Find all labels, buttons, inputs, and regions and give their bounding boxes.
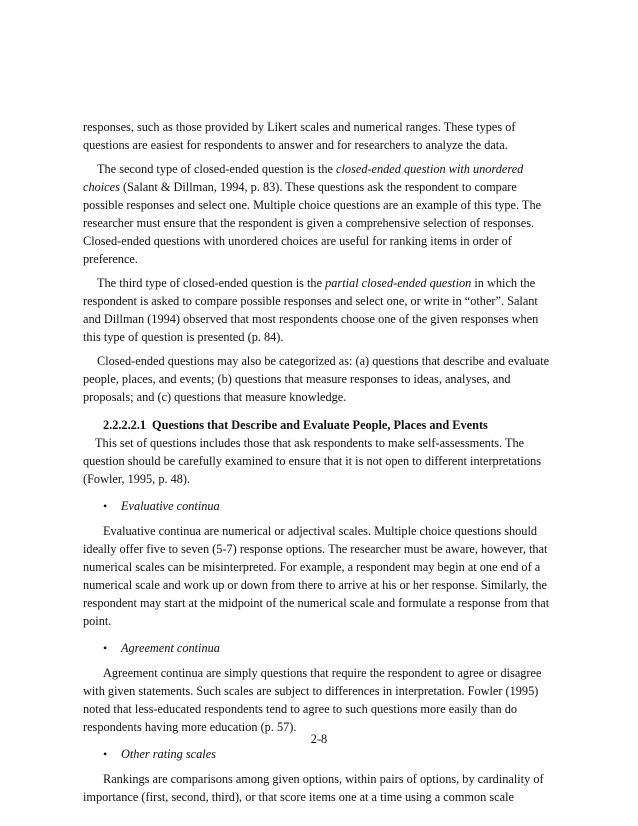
bullet-icon: • — [103, 747, 108, 761]
paragraph-text: in which the respondent is asked to compare possible responses and select one, or write in “other”. Salant and Dillman (1994) observed that most respondents choose one of the given responses when this type of question is presented (p. 84). — [83, 276, 539, 344]
bullet-label: Agreement continua — [121, 641, 220, 655]
bullet-item-agreement-continua — [83, 639, 551, 657]
paragraph-text: The third type of closed-ended question is the — [97, 276, 326, 290]
term-partial-closed-ended: partial closed-ended question — [325, 276, 472, 290]
document-page — [83, 118, 551, 806]
section-title: Questions that Describe and Evaluate People, Places and Events — [152, 418, 488, 432]
page-number: 2-8 — [310, 732, 328, 746]
section-heading — [83, 416, 551, 434]
paragraph-agreement-continua: Agreement continua are simply questions that require the respondent to agree or disagree with given statements. Such scales are subject to differences in interpretation. Fowler (1995) noted that less-educated respondents tend to agree to such questions more easily than do respondents having more education (p. 57). — [83, 666, 542, 734]
paragraph-evaluative-continua: Evaluative continua are numerical or adjectival scales. Multiple choice questions should ideally offer five to seven (5-7) response options. The researcher must be aware, however, that numerical scales can be misinterpreted. For example, a respondent may begin at one end of a numerical scale and work up or down from there to arrive at his or her response. Similarly, the respondent may start at the midpoint of the numerical scale and formulate a response from that point. — [83, 524, 550, 628]
section-intro: This set of questions includes those that ask respondents to make self-assessments. The question should be carefully examined to ensure that it is not open to different interpretations (Fowler, 1995, p. 48). — [83, 436, 542, 486]
term-unordered-choices: closed-ended question with unordered choices — [83, 162, 524, 194]
paragraph-other-rating-scales: Rankings are comparisons among given options, within pairs of options, by cardinality of importance (first, second, third), or that score items one at a time using a common scale — [83, 772, 544, 804]
paragraph-text: (Salant & Dillman, 1994, p. 83). These questions ask the respondent to compare possible responses and select one. Multiple choice questions are an example of this type. The researcher must ensure that the respondent is given a comprehensive selection of responses. Closed-ended questions with unordered choices are useful for ranking items in order of preference. — [83, 180, 542, 266]
section-number: 2.2.2.2.1 — [103, 418, 147, 432]
bullet-icon: • — [103, 641, 108, 655]
bullet-item-other-rating-scales — [83, 745, 551, 763]
bullet-item-evaluative-continua — [83, 497, 551, 515]
paragraph-unordered-choices — [83, 160, 551, 268]
paragraph-categorization: Closed-ended questions may also be categorized as: (a) questions that describe and evaluate people, places, and events; (b) questions that measure responses to ideas, analyses, and proposals; and (c) questions that measure knowledge. — [83, 354, 550, 404]
bullet-label: Other rating scales — [121, 747, 216, 761]
bullet-icon: • — [103, 499, 108, 513]
paragraph-text: The second type of closed-ended question is the — [97, 162, 337, 176]
bullet-label: Evaluative continua — [121, 499, 220, 513]
paragraph-likert-continuation: responses, such as those provided by Likert scales and numerical ranges. These types of questions are easiest for respondents to answer and for researchers to analyze the data. — [83, 120, 516, 152]
paragraph-partial-closed-ended — [83, 274, 551, 346]
